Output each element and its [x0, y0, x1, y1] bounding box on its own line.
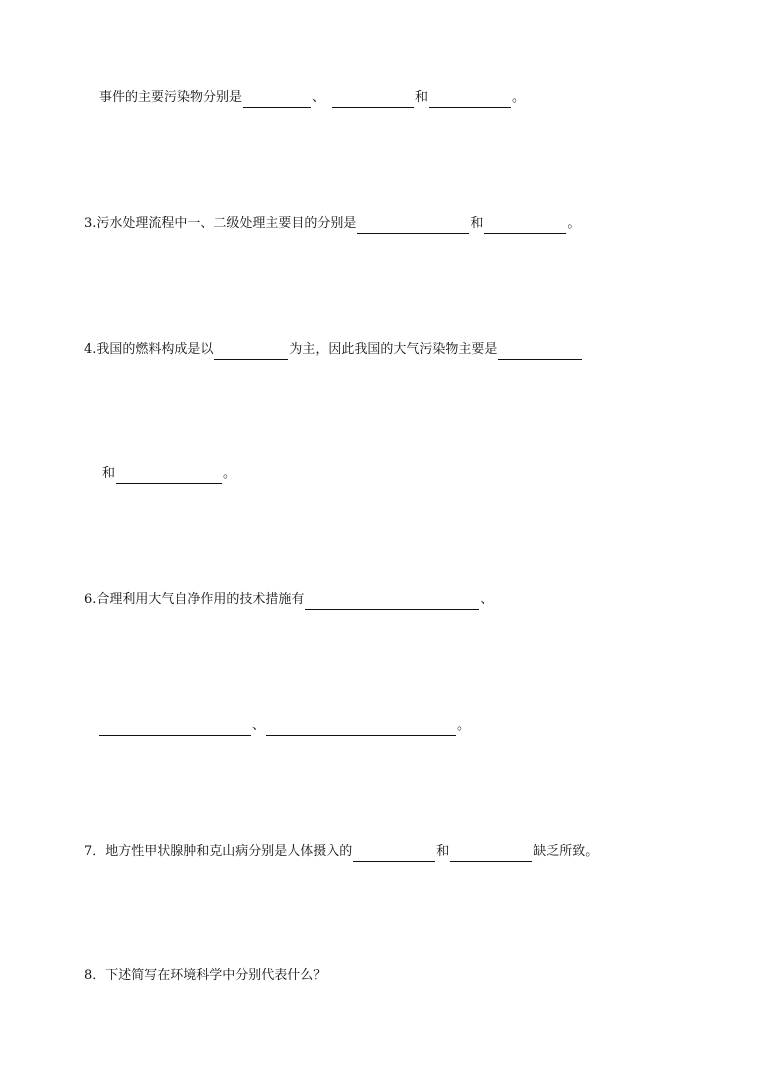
answer-blank[interactable] [498, 346, 582, 360]
question-8 [84, 966, 326, 986]
question-4 [84, 340, 583, 360]
answer-blank[interactable] [357, 220, 469, 234]
connector-text: 和 [415, 90, 429, 105]
question-line-pollutants [99, 88, 525, 108]
period-text: 。 [223, 466, 237, 481]
connector-text: 和 [102, 466, 116, 481]
question-text: 为主，因此我国的大气污染物主要是 [289, 342, 498, 357]
period-text: 。 [512, 90, 526, 105]
question-7 [84, 842, 598, 862]
question-6-continued [98, 716, 470, 736]
answer-blank[interactable] [429, 94, 511, 108]
question-text: 3.污水处理流程中一、二级处理主要目的分别是 [84, 216, 357, 231]
question-text: 缺乏所致。 [533, 844, 599, 859]
question-6 [84, 590, 493, 610]
period-text: 。 [457, 718, 471, 733]
question-4-continued [102, 464, 236, 484]
answer-blank[interactable] [266, 722, 456, 736]
separator-text: 、 [480, 592, 494, 607]
separator-text: 、 [312, 90, 326, 105]
question-text: 8．下述简写在环境科学中分别代表什么？ [84, 968, 327, 983]
connector-text: 和 [436, 844, 450, 859]
answer-blank[interactable] [332, 94, 414, 108]
answer-blank[interactable] [305, 596, 479, 610]
connector-text: 和 [470, 216, 484, 231]
answer-blank[interactable] [116, 470, 222, 484]
period-text: 。 [567, 216, 581, 231]
answer-blank[interactable] [214, 346, 288, 360]
question-text: 4.我国的燃料构成是以 [84, 342, 214, 357]
question-text: 6.合理利用大气自净作用的技术措施有 [84, 592, 305, 607]
answer-blank[interactable] [450, 848, 532, 862]
question-text: 事件的主要污染物分别是 [99, 90, 243, 105]
question-text: 7．地方性甲状腺肿和克山病分别是人体摄入的 [84, 844, 353, 859]
answer-blank[interactable] [484, 220, 566, 234]
answer-blank[interactable] [99, 722, 251, 736]
answer-blank[interactable] [353, 848, 435, 862]
question-3 [84, 214, 580, 234]
separator-text: 、 [252, 718, 266, 733]
answer-blank[interactable] [243, 94, 311, 108]
